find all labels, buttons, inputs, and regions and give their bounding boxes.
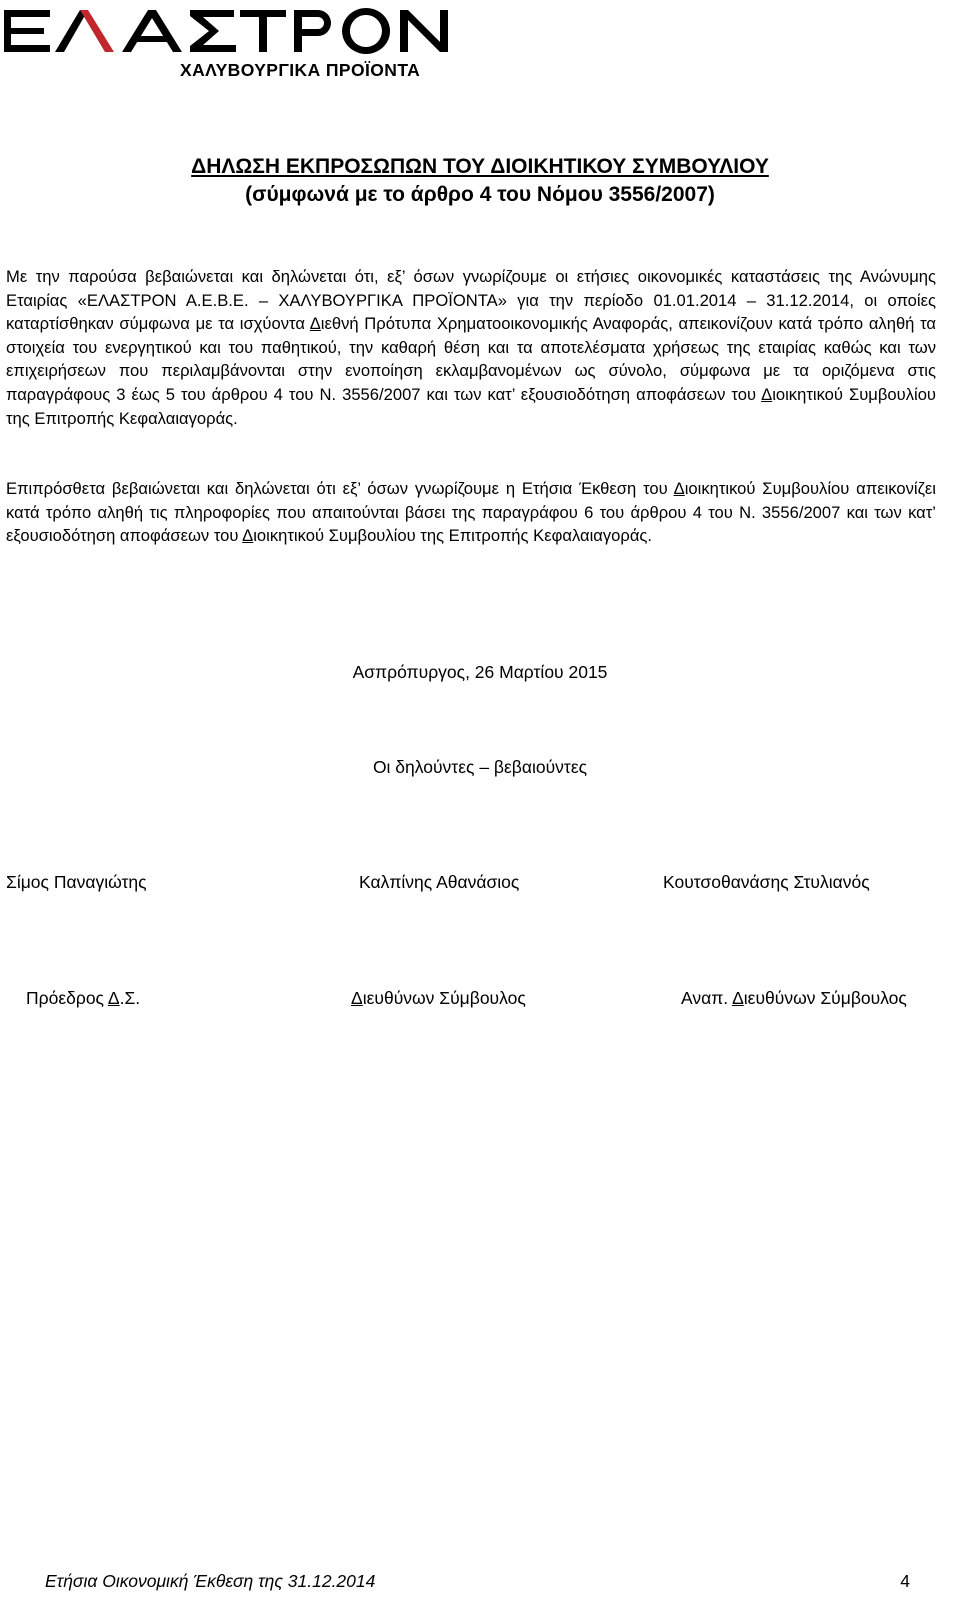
signatory-name: Σίμος Παναγιώτης bbox=[6, 872, 147, 892]
logo-subtitle: ΧΑΛΥΒΟΥΡΓΙΚΑ ΠΡΟΪΟΝΤΑ bbox=[180, 60, 421, 80]
footer-title: Ετήσια Οικονομική Έκθεση της 31.12.2014 bbox=[45, 1571, 376, 1591]
declaration-paragraph-2: Επιπρόσθετα βεβαιώνεται και δηλώνεται ότι εξ’ όσων γνωρίζουμε η Ετήσια Έκθεση του Διοικητικού Συμβουλίου απεικονίζει κατά τρόπο αληθή τις πληροφορίες που απαιτούνται βάσει της παραγράφου 6 του άρθρου 4 του Ν. 3556/2007 και των κατ’ εξουσιοδότηση αποφάσεων του Διοικητικού Συμβουλίου της Επιτροπής Κεφαλαιαγοράς. bbox=[6, 479, 936, 546]
document-title: ΔΗΛΩΣΗ ΕΚΠΡΟΣΩΠΩΝ ΤΟΥ ΔΙΟΙΚΗΤΙΚΟΥ ΣΥΜΒΟΥΛΙΟΥ bbox=[191, 155, 769, 178]
place-and-date: Ασπρόπυργος, 26 Μαρτίου 2015 bbox=[352, 662, 608, 682]
document-subtitle: (σύμφωνά με το άρθρο 4 του Νόμου 3556/2007) bbox=[245, 183, 715, 206]
signatory-name: Κουτσοθανάσης Στυλιανός bbox=[663, 872, 870, 892]
signatory-name: Καλπίνης Αθανάσιος bbox=[359, 872, 520, 892]
declaration-paragraph-1: Με την παρούσα βεβαιώνεται και δηλώνεται ότι, εξ’ όσων γνωρίζουμε οι ετήσιες οικονομικές καταστάσεις της Ανώνυμης Εταιρίας «ΕΛΑΣΤΡΟΝ Α.Ε.Β.Ε. – ΧΑΛΥΒΟΥΡΓΙΚΑ ΠΡΟΪΟΝΤΑ» για την περίοδο 01.01.2014 – 31.12.2014, οι οποίες καταρτίσθηκαν σύμφωνα με τα ισχύοντα Διεθνή Πρότυπα Χρηματοοικονομικής Αναφοράς, απεικονίζουν κατά τρόπο αληθή τα στοιχεία του ενεργητικού και του παθητικού, την καθαρή θέση και τα αποτελέσματα χρήσεως της εταιρίας καθώς και των επιχειρήσεων που περιλαμβάνονται στην ενοποίηση εκλαμβανομένων ως σύνολο, σύμφωνα με τα οριζόμενα στις παραγράφους 3 έως 5 του άρθρου 4 του Ν. 3556/2007 και των κατ’ εξουσιοδότηση αποφάσεων του Διοικητικού Συμβουλίου της Επιτροπής Κεφαλαιαγοράς. bbox=[6, 267, 936, 428]
signatory-role: Πρόεδρος Δ.Σ. bbox=[26, 988, 141, 1008]
logo-wordmark bbox=[0, 0, 460, 60]
signers-heading: Οι δηλούντες – βεβαιούντες bbox=[372, 757, 588, 777]
signatory-role: Διευθύνων Σύμβουλος bbox=[351, 988, 526, 1008]
page-number: 4 bbox=[900, 1571, 910, 1591]
page-footer bbox=[45, 1571, 910, 1595]
signatory-role: Αναπ. Διευθύνων Σύμβουλος bbox=[681, 988, 907, 1008]
company-logo bbox=[0, 0, 470, 90]
